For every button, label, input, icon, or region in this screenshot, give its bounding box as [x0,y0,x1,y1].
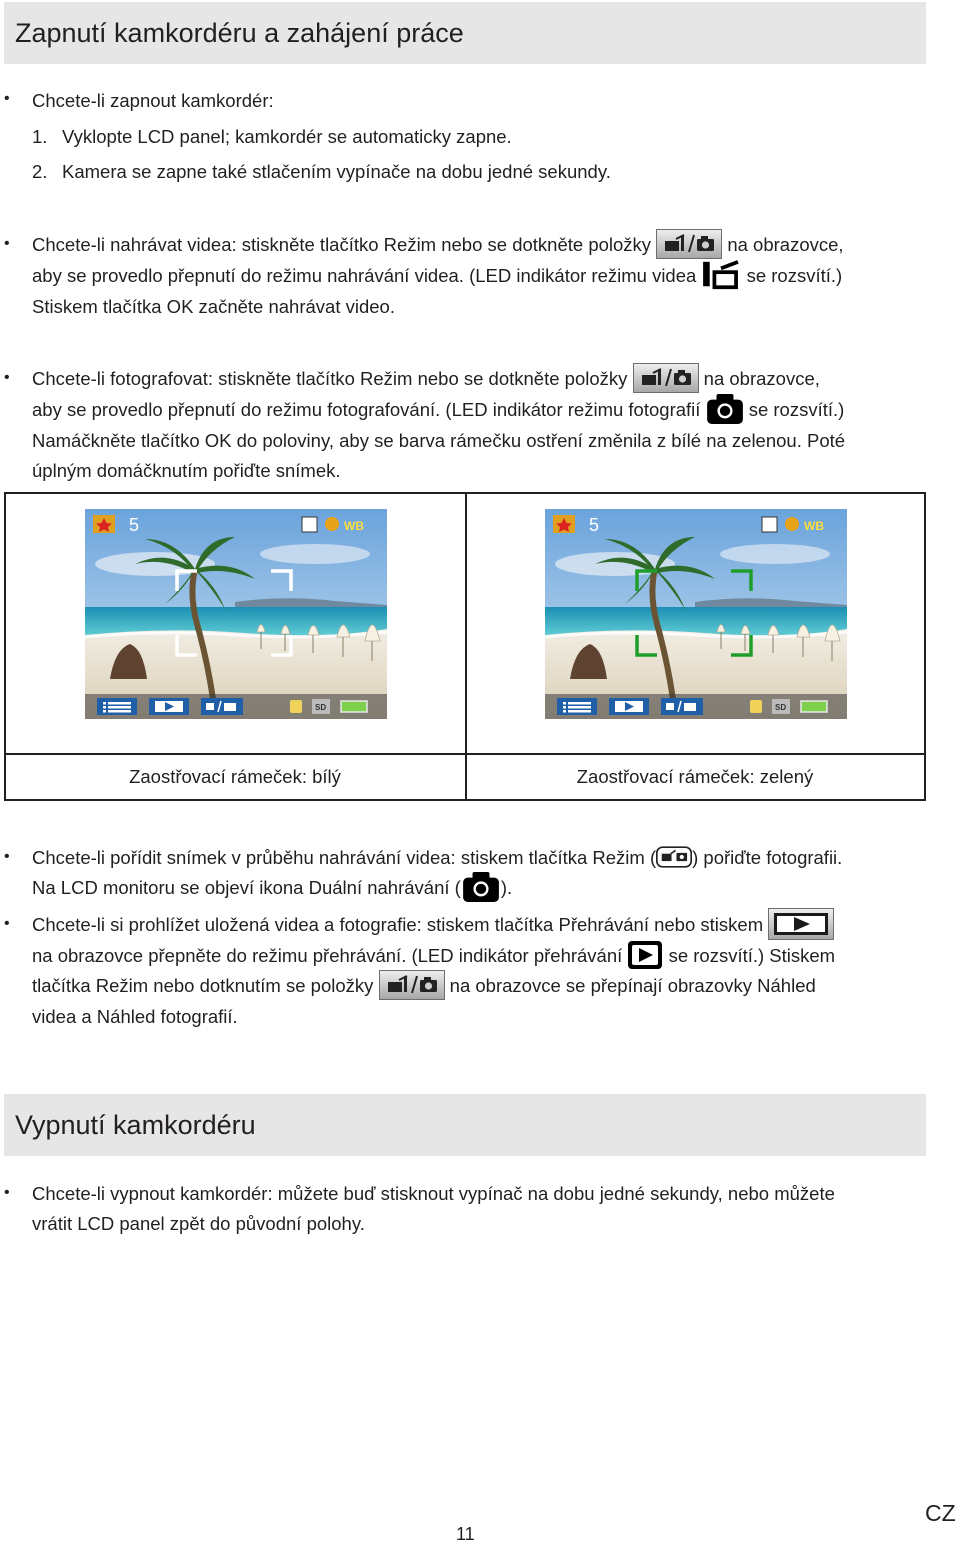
photo-text-line4: úplným domáčknutím pořiďte snímek. [32,460,341,481]
video-line1-b: na obrazovce, [727,234,844,255]
caption-white-frame: Zaostřovací rámeček: bílý [129,766,341,787]
playback-line1-a: Chcete-li si prohlížet uložená videa a fotografie: stiskem tlačítka Přehrávání nebo stiskem [32,914,764,935]
bullet: • [4,848,10,865]
mode-switch-icon [656,846,692,868]
osd-wb-label: WB [804,519,824,533]
mode-button-icon [656,229,722,259]
section-header-power-on [4,2,926,64]
table-divider [6,753,924,755]
osd-shot-count: 5 [589,515,600,535]
video-led-icon [701,259,741,291]
turn-on-intro: Chcete-li zapnout kamkordér: [32,90,274,111]
video-line2-b: se rozsvítí.) [746,265,843,286]
section-header-power-off [4,1094,926,1156]
dual-line2-a: Na LCD monitoru se objeví ikona Duální nahrávání ( [32,877,461,898]
video-line1-a: Chcete-li nahrávat videa: stiskněte tlačítko Režim nebo se dotkněte položky [32,234,652,255]
focus-frame-figure [4,492,926,801]
dual-text-line1 [32,843,842,874]
caption-green-frame: Zaostřovací rámeček: zelený [576,766,814,787]
playback-text-line1 [32,910,834,942]
bullet: • [4,915,10,932]
photo-text-line2 [32,395,844,427]
video-line2-a: aby se provedlo přepnutí do režimu nahrávání videa. (LED indikátor režimu videa [32,265,697,286]
playback-text-line2 [32,941,835,972]
photo-line1-b: na obrazovce, [703,368,820,389]
lcd-screenshot-green-frame [545,509,847,719]
step-text: Kamera se zapne také stlačením vypínače na dobu jedné sekundy. [62,161,611,182]
osd-shot-count: 5 [129,515,140,535]
bullet: • [4,90,10,107]
playback-line2-a: na obrazovce přepněte do režimu přehrávání. (LED indikátor přehrávání [32,945,623,966]
dual-text-line2 [32,873,512,905]
page-number: 11 [456,1524,475,1544]
bullet: • [4,235,10,252]
step-text: Vyklopte LCD panel; kamkordér se automaticky zapne. [62,126,512,147]
photo-line2-b: se rozsvítí.) [748,399,845,420]
step-number: 1. [32,126,48,147]
playback-button-icon [768,908,834,940]
playback-text-line4: videa a Náhled fotografií. [32,1006,238,1027]
power-off-line1: Chcete-li vypnout kamkordér: můžete buď stisknout vypínač na dobu jedné sekundy, nebo můžete [32,1183,835,1204]
photo-line1-a: Chcete-li fotografovat: stiskněte tlačítko Režim nebo se dotkněte položky [32,368,628,389]
lcd-screenshot-white-frame [85,509,387,719]
video-text-line1 [32,230,844,261]
mode-button-icon [379,970,445,1000]
playback-line3-b: na obrazovce se přepínají obrazovky Náhled [449,975,816,996]
dual-line1-a: Chcete-li pořídit snímek v průběhu nahrávání videa: stiskem tlačítka Režim ( [32,847,657,868]
camera-icon [461,871,501,903]
playback-text-line3 [32,971,816,1002]
camera-led-icon [706,393,744,425]
video-text-line2 [32,261,842,293]
playback-line3-a: tlačítka Režim nebo dotknutím se položky [32,975,374,996]
mode-button-icon [633,363,699,393]
photo-line2-a: aby se provedlo přepnutí do režimu fotografování. (LED indikátor režimu fotografií [32,399,701,420]
bullet: • [4,369,10,386]
playback-line2-b: se rozsvítí.) Stiskem [668,945,836,966]
osd-sd-label: SD [775,703,787,712]
photo-text-line3: Namáčkněte tlačítko OK do poloviny, aby se barva rámečku ostření změnila z bílé na zelenou. Poté [32,430,846,451]
photo-text-line1 [32,364,820,395]
dual-line1-b: ) pořiďte fotografii. [692,847,843,868]
section-title: Zapnutí kamkordéru a zahájení práce [15,18,464,48]
bullet: • [4,1184,10,1201]
power-off-line2: vrátit LCD panel zpět do původní polohy. [32,1213,365,1234]
osd-wb-label: WB [344,519,364,533]
step-number: 2. [32,161,48,182]
dual-line2-b: ). [500,877,513,898]
playback-led-icon [627,940,663,970]
section-title: Vypnutí kamkordéru [15,1110,256,1140]
video-text-line3: Stiskem tlačítka OK začněte nahrávat video. [32,296,395,317]
osd-sd-label: SD [315,703,327,712]
language-code: CZ [925,1500,956,1526]
